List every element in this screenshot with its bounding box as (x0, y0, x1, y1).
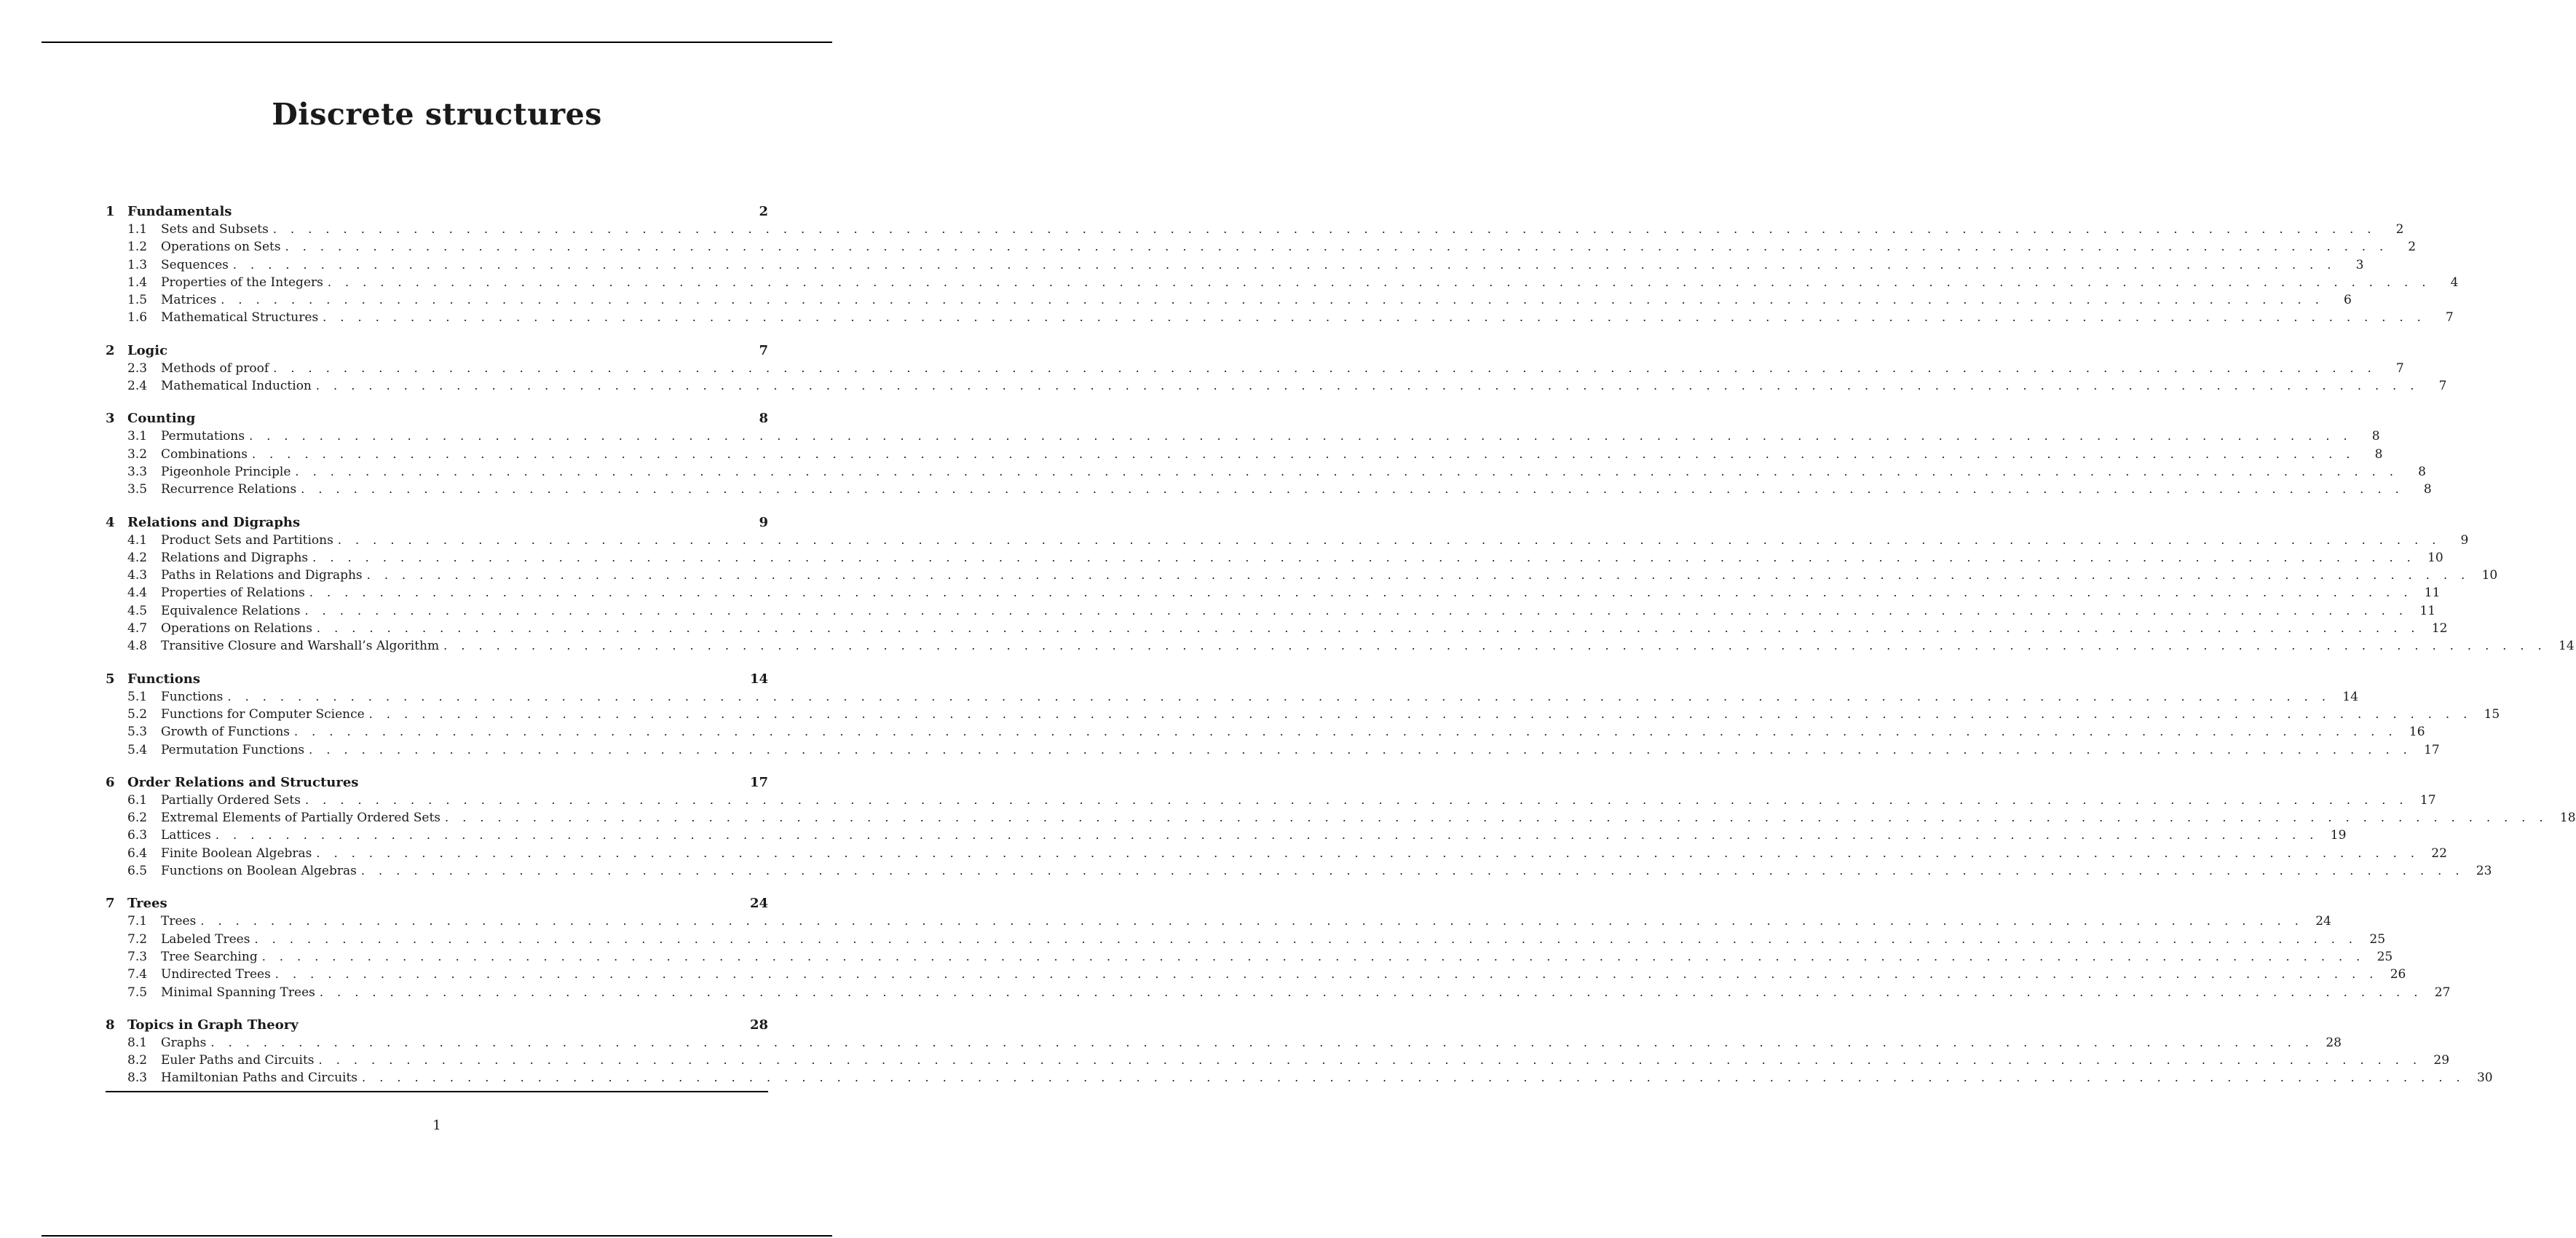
dot-leader: . . . . . . . . . . . . . . . . . . . . . . . . . . . . . . . . . . . . . . . . . . . . . . . . . . . . . . . . . . . . . . . . . . . . . . . . . . . . . . . . . . . . . . . . . . . . . . . . . . . . . . . . . . . . . . . . . . . . . . . . (315, 379, 2419, 393)
section-title: Hamiltonian Paths and Circuits (161, 1071, 358, 1086)
toc-chapter-entry[interactable] (106, 671, 768, 690)
section-title: Tree Searching (161, 949, 258, 964)
toc-section-entry[interactable] (106, 429, 2380, 446)
section-number: 1.4 (127, 275, 148, 290)
toc-chapter (106, 204, 2459, 328)
toc-section-entry[interactable] (106, 1053, 2450, 1071)
section-title: Operations on Relations (161, 621, 312, 636)
section-number: 1.2 (127, 240, 148, 255)
toc-section-entry[interactable] (106, 603, 2436, 621)
toc-section-entry[interactable] (106, 240, 2417, 257)
section-page: 11 (2419, 603, 2436, 618)
section-page: 14 (2342, 689, 2358, 704)
toc-section-entry[interactable] (106, 689, 2358, 707)
section-title: Finite Boolean Algebras (161, 845, 312, 861)
chapter-number: 8 (106, 1017, 115, 1033)
toc-chapter (106, 514, 2575, 657)
section-title: Sequences (161, 257, 229, 272)
toc-section-entry[interactable] (106, 949, 2393, 967)
chapter-page: 28 (749, 1017, 768, 1033)
section-title: Recurrence Relations (161, 482, 297, 497)
toc-chapter-entry[interactable] (106, 343, 768, 361)
chapter-page: 14 (749, 671, 768, 687)
chapter-title: Topics in Graph Theory (127, 1017, 299, 1033)
section-number: 6.1 (127, 792, 148, 808)
section-number: 5.2 (127, 706, 148, 722)
dot-leader: . . . . . . . . . . . . . . . . . . . . . . . . . . . . . . . . . . . . . . . . . . . . . . . . . . . . . . . . . . . . . . . . . . . . . . . . . . . . . . . . . . . . . . . . . . . . . . . . . . . . . . . . . . . . . . . . . . . . . . . . (304, 792, 2409, 807)
section-page: 26 (2390, 967, 2406, 982)
chapter-number: 6 (106, 774, 115, 790)
toc-section-entry[interactable] (106, 482, 2432, 500)
section-title: Labeled Trees (161, 931, 250, 947)
chapter-title: Counting (127, 411, 196, 427)
dot-leader: . . . . . . . . . . . . . . . . . . . . . . . . . . . . . . . . . . . . . . . . . . . . . . . . . . . . . . . . . . . . . . . . . . . . . . . . . . . . . . . . . . . . . . . . . . . . . . . . . . . . . . . . . . . . . . . . . . . . . . . . (285, 240, 2389, 254)
footer-rule (42, 1235, 832, 1237)
dot-leader: . . . . . . . . . . . . . . . . . . . . . . . . . . . . . . . . . . . . . . . . . . . . . . . . . . . . . . . . . . . . . . . . . . . . . . . . . . . . . . . . . . . . . . . . . . . . . . . . . . . . . . . . . . . . . . . . . . . . . . . . (316, 621, 2420, 636)
section-title: Undirected Trees (161, 967, 271, 982)
section-page: 2 (2395, 222, 2404, 237)
chapter-title: Functions (127, 671, 200, 687)
section-page: 30 (2476, 1071, 2493, 1086)
dot-leader: . . . . . . . . . . . . . . . . . . . . . . . . . . . . . . . . . . . . . . . . . . . . . . . . . . . . . . . . . . . . . . . . . . . . . . . . . . . . . . . . . . . . . . . . . . . . . . . . . . . . . . . . . . . . . . . . . . . . . . . . (261, 949, 2366, 963)
section-number: 5.3 (127, 725, 148, 740)
toc-section-entry[interactable] (106, 222, 2404, 240)
section-title: Product Sets and Partitions (161, 532, 333, 548)
section-number: 6.5 (127, 864, 148, 879)
section-title: Permutations (161, 429, 245, 444)
section-page: 16 (2409, 725, 2425, 740)
section-page: 9 (2460, 532, 2469, 548)
section-title: Lattices (161, 828, 211, 843)
chapter-page: 17 (749, 774, 768, 790)
section-number: 3.3 (127, 464, 148, 479)
toc-section-entry[interactable] (106, 1035, 2342, 1053)
section-title: Graphs (161, 1035, 207, 1050)
toc-section-entry[interactable] (106, 967, 2406, 985)
dot-leader: . . . . . . . . . . . . . . . . . . . . . . . . . . . . . . . . . . . . . . . . . . . . . . . . . . . . . . . . . . . . . . . . . . . . . . . . . . . . . . . . . . . . . . . . . . . . . . . . . . . . . . . . . . . . . . . . . . . . . . . . (273, 360, 2377, 375)
toc-section-entry[interactable] (106, 725, 2425, 742)
chapter-page: 2 (759, 204, 768, 219)
chapter-number: 1 (106, 204, 115, 219)
toc-section-entry[interactable] (106, 310, 2454, 328)
toc-chapter-entry[interactable] (106, 775, 768, 793)
toc-chapter (106, 774, 2576, 881)
section-title: Methods of proof (161, 360, 269, 376)
section-number: 4.4 (127, 586, 148, 601)
section-page: 10 (2481, 568, 2498, 583)
section-title: Extremal Elements of Partially Ordered Sets (161, 811, 441, 826)
toc-section-entry[interactable] (106, 293, 2352, 310)
header-rule (42, 42, 832, 43)
section-title: Operations on Sets (161, 240, 281, 255)
section-page: 8 (2374, 446, 2383, 462)
dot-leader: . . . . . . . . . . . . . . . . . . . . . . . . . . . . . . . . . . . . . . . . . . . . . . . . . . . . . . . . . . . . . . . . . . . . . . . . . . . . . . . . . . . . . . . . . . . . . . . . . . . . . . . . . . . . . . . . . . . . . . . . (301, 482, 2404, 497)
toc-chapter-entry[interactable] (106, 411, 768, 429)
chapter-number: 5 (106, 671, 115, 687)
chapter-number: 3 (106, 411, 115, 427)
toc-section-entry[interactable] (106, 914, 2331, 931)
section-number: 8.1 (127, 1035, 148, 1050)
section-page: 28 (2326, 1035, 2342, 1050)
section-title: Properties of Relations (161, 586, 305, 601)
section-number: 3.1 (127, 429, 148, 444)
section-title: Matrices (161, 293, 217, 308)
section-page: 3 (2355, 257, 2364, 272)
toc-chapter-entry[interactable] (106, 515, 768, 533)
section-page: 29 (2433, 1053, 2450, 1068)
section-page: 4 (2450, 275, 2459, 290)
toc-section-entry[interactable] (106, 985, 2451, 1003)
toc-chapter (106, 411, 2432, 500)
section-title: Mathematical Structures (161, 310, 319, 326)
toc-section-entry[interactable] (106, 532, 2469, 551)
toc-chapter-entry[interactable] (106, 204, 768, 222)
section-page: 10 (2427, 550, 2443, 565)
section-title: Functions for Computer Science (161, 706, 365, 722)
section-title: Trees (161, 914, 197, 929)
section-title: Combinations (161, 446, 248, 462)
chapter-page: 7 (759, 342, 768, 358)
section-number: 1.5 (127, 293, 148, 308)
section-page: 18 (2559, 811, 2576, 826)
chapter-number: 2 (106, 342, 115, 358)
section-number: 4.3 (127, 568, 148, 583)
dot-leader: . . . . . . . . . . . . . . . . . . . . . . . . . . . . . . . . . . . . . . . . . . . . . . . . . . . . . . . . . . . . . . . . . . . . . . . . . . . . . . . . . . . . . . . . . . . . . . . . . . . . . . . . . . . . . . . . . . . . . . . . (318, 1053, 2422, 1068)
dot-leader: . . . . . . . . . . . . . . . . . . . . . . . . . . . . . . . . . . . . . . . . . . . . . . . . . . . . . . . . . . . . . . . . . . . . . . . . . . . . . . . . . . . . . . . . . . . . . . . . . . . . . . . . . . . . . . . . . . . . . . . . (295, 464, 2398, 478)
toc-chapter (106, 896, 2451, 1002)
section-page: 19 (2330, 828, 2347, 843)
toc-section-entry[interactable] (106, 1071, 2493, 1088)
table-of-contents (106, 204, 2576, 1092)
section-number: 4.5 (127, 603, 148, 618)
page-number: 1 (432, 1118, 441, 1133)
section-page: 14 (2559, 639, 2575, 654)
dot-leader: . . . . . . . . . . . . . . . . . . . . . . . . . . . . . . . . . . . . . . . . . . . . . . . . . . . . . . . . . . . . . . . . . . . . . . . . . . . . . . . . . . . . . . . . . . . . . . . . . . . . . . . . . . . . . . . . . . . . . . . . (316, 845, 2419, 860)
section-title: Mathematical Induction (161, 379, 312, 394)
section-number: 4.1 (127, 532, 148, 548)
dot-leader: . . . . . . . . . . . . . . . . . . . . . . . . . . . . . . . . . . . . . . . . . . . . . . . . . . . . . . . . . . . . . . . . . . . . . . . . . . . . . . . . . . . . . . . . . . . . . . . . . . . . . . . . . . . . . . . . . . . . . . . . (274, 967, 2379, 982)
section-title: Paths in Relations and Digraphs (161, 568, 363, 583)
section-number: 6.2 (127, 811, 148, 826)
chapter-title: Trees (127, 896, 167, 912)
dot-leader: . . . . . . . . . . . . . . . . . . . . . . . . . . . . . . . . . . . . . . . . . . . . . . . . . . . . . . . . . . . . . . . . . . . . . . . . . . . . . . . . . . . . . . . . . . . . . . . . . . . . . . . . . . . . . . . . . . . . . . . . (221, 293, 2324, 307)
dot-leader: . . . . . . . . . . . . . . . . . . . . . . . . . . . . . . . . . . . . . . . . . . . . . . . . . . . . . . . . . . . . . . . . . . . . . . . . . . . . . . . . . . . . . . . . . . . . . . . . . . . . . . . . . . . . . . . . . . . . . . . . (254, 931, 2358, 946)
section-title: Equivalence Relations (161, 603, 301, 618)
dot-leader: . . . . . . . . . . . . . . . . . . . . . . . . . . . . . . . . . . . . . . . . . . . . . . . . . . . . . . . . . . . . . . . . . . . . . . . . . . . . . . . . . . . . . . . . . . . . . . . . . . . . . . . . . . . . . . . . . . . . . . . . (210, 1035, 2314, 1049)
dot-leader: . . . . . . . . . . . . . . . . . . . . . . . . . . . . . . . . . . . . . . . . . . . . . . . . . . . . . . . . . . . . . . . . . . . . . . . . . . . . . . . . . . . . . . . . . . . . . . . . . . . . . . . . . . . . . . . . . . . . . . . . (312, 550, 2416, 564)
dot-leader: . . . . . . . . . . . . . . . . . . . . . . . . . . . . . . . . . . . . . . . . . . . . . . . . . . . . . . . . . . . . . . . . . . . . . . . . . . . . . . . . . . . . . . . . . . . . . . . . . . . . . . . . . . . . . . . . . . . . . . . . (227, 689, 2331, 703)
toc-section-entry[interactable] (106, 792, 2436, 811)
toc-section-entry[interactable] (106, 811, 2576, 828)
section-number: 4.2 (127, 550, 148, 565)
section-number: 7.5 (127, 985, 148, 1000)
section-page: 15 (2484, 706, 2500, 722)
section-number: 5.1 (127, 689, 148, 704)
section-number: 7.4 (127, 967, 148, 982)
section-page: 22 (2431, 845, 2447, 861)
section-title: Partially Ordered Sets (161, 792, 301, 808)
section-page: 8 (2423, 482, 2432, 497)
section-title: Growth of Functions (161, 725, 290, 740)
chapter-page: 8 (759, 411, 768, 427)
toc-section-entry[interactable] (106, 828, 2347, 845)
section-page: 8 (2371, 429, 2380, 444)
toc-chapter-entry[interactable] (106, 896, 768, 914)
section-number: 7.2 (127, 931, 148, 947)
dot-leader: . . . . . . . . . . . . . . . . . . . . . . . . . . . . . . . . . . . . . . . . . . . . . . . . . . . . . . . . . . . . . . . . . . . . . . . . . . . . . . . . . . . . . . . . . . . . . . . . . . . . . . . . . . . . . . . . . . . . . . . . (251, 446, 2355, 461)
document-title: Discrete structures (272, 97, 602, 132)
section-title: Sets and Subsets (161, 222, 269, 237)
section-number: 6.3 (127, 828, 148, 843)
toc-section-entry[interactable] (106, 464, 2426, 482)
section-page: 7 (2438, 379, 2447, 394)
toc-section-entry[interactable] (106, 360, 2404, 379)
section-number: 8.2 (127, 1053, 148, 1068)
section-page: 27 (2434, 985, 2451, 1000)
toc-section-entry[interactable] (106, 586, 2441, 603)
section-title: Minimal Spanning Trees (161, 985, 315, 1000)
dot-leader: . . . . . . . . . . . . . . . . . . . . . . . . . . . . . . . . . . . . . . . . . . . . . . . . . . . . . . . . . . . . . . . . . . . . . . . . . . . . . . . . . . . . . . . . . . . . . . . . . . . . . . . . . . . . . . . . . . . . . . . . (337, 532, 2441, 547)
toc-chapter (106, 671, 2500, 760)
chapter-page: 24 (749, 896, 768, 912)
dot-leader: . . . . . . . . . . . . . . . . . . . . . . . . . . . . . . . . . . . . . . . . . . . . . . . . . . . . . . . . . . . . . . . . . . . . . . . . . . . . . . . . . . . . . . . . . . . . . . . . . . . . . . . . . . . . . . . . . . . . . . . . (323, 310, 2426, 325)
toc-section-entry[interactable] (106, 931, 2386, 950)
section-page: 24 (2315, 914, 2331, 929)
toc-section-entry[interactable] (106, 568, 2498, 586)
chapter-title: Fundamentals (127, 204, 232, 219)
dot-leader: . . . . . . . . . . . . . . . . . . . . . . . . . . . . . . . . . . . . . . . . . . . . . . . . . . . . . . . . . . . . . . . . . . . . . . . . . . . . . . . . . . . . . . . . . . . . . . . . . . . . . . . . . . . . . . . . . . . . . . . . (360, 864, 2465, 878)
section-page: 17 (2419, 792, 2436, 808)
section-title: Relations and Digraphs (161, 550, 309, 565)
section-title: Properties of the Integers (161, 275, 323, 290)
chapter-page: 9 (759, 514, 768, 530)
chapter-number: 7 (106, 896, 115, 912)
toc-section-entry[interactable] (106, 550, 2443, 568)
chapter-title: Logic (127, 342, 168, 358)
toc-section-entry[interactable] (106, 621, 2448, 639)
toc-section-entry[interactable] (106, 845, 2447, 864)
section-page: 7 (2395, 360, 2404, 376)
toc-end-rule (106, 1091, 768, 1092)
section-title: Permutation Functions (161, 742, 305, 757)
dot-leader: . . . . . . . . . . . . . . . . . . . . . . . . . . . . . . . . . . . . . . . . . . . . . . . . . . . . . . . . . . . . . . . . . . . . . . . . . . . . . . . . . . . . . . . . . . . . . . . . . . . . . . . . . . . . . . . . . . . . . . . . (272, 222, 2377, 236)
dot-leader: . . . . . . . . . . . . . . . . . . . . . . . . . . . . . . . . . . . . . . . . . . . . . . . . . . . . . . . . . . . . . . . . . . . . . . . . . . . . . . . . . . . . . . . . . . . . . . . . . . . . . . . . . . . . . . . . . . . . . . . . (304, 603, 2409, 618)
toc-section-entry[interactable] (106, 275, 2459, 293)
section-page: 8 (2418, 464, 2426, 479)
dot-leader: . . . . . . . . . . . . . . . . . . . . . . . . . . . . . . . . . . . . . . . . . . . . . . . . . . . . . . . . . . . . . . . . . . . . . . . . . . . . . . . . . . . . . . . . . . . . . . . . . . . . . . . . . . . . . . . . . . . . . . . . (249, 429, 2352, 443)
section-number: 4.8 (127, 639, 148, 654)
toc-section-entry[interactable] (106, 446, 2383, 465)
dot-leader: . . . . . . . . . . . . . . . . . . . . . . . . . . . . . . . . . . . . . . . . . . . . . . . . . . . . . . . . . . . . . . . . . . . . . . . . . . . . . . . . . . . . . . . . . . . . . . . . . . . . . . . . . . . . . . . . . . . . . . . . (366, 568, 2470, 583)
section-page: 6 (2343, 293, 2352, 308)
section-number: 1.3 (127, 257, 148, 272)
section-number: 1.6 (127, 310, 148, 326)
section-number: 4.7 (127, 621, 148, 636)
toc-section-entry[interactable] (106, 706, 2500, 725)
dot-leader: . . . . . . . . . . . . . . . . . . . . . . . . . . . . . . . . . . . . . . . . . . . . . . . . . . . . . . . . . . . . . . . . . . . . . . . . . . . . . . . . . . . . . . . . . . . . . . . . . . . . . . . . . . . . . . . . . . . . . . . . (362, 1071, 2465, 1085)
section-number: 8.3 (127, 1071, 148, 1086)
section-number: 6.4 (127, 845, 148, 861)
toc-chapter (106, 342, 2447, 397)
section-number: 1.1 (127, 222, 148, 237)
section-number: 3.2 (127, 446, 148, 462)
dot-leader: . . . . . . . . . . . . . . . . . . . . . . . . . . . . . . . . . . . . . . . . . . . . . . . . . . . . . . . . . . . . . . . . . . . . . . . . . . . . . . . . . . . . . . . . . . . . . . . . . . . . . . . . . . . . . . . . . . . . . . . . (232, 257, 2336, 272)
dot-leader: . . . . . . . . . . . . . . . . . . . . . . . . . . . . . . . . . . . . . . . . . . . . . . . . . . . . . . . . . . . . . . . . . . . . . . . . . . . . . . . . . . . . . . . . . . . . . . . . . . . . . . . . . . . . . . . . . . . . . . . . (309, 742, 2412, 757)
section-page: 25 (2369, 931, 2386, 947)
dot-leader: . . . . . . . . . . . . . . . . . . . . . . . . . . . . . . . . . . . . . . . . . . . . . . . . . . . . . . . . . . . . . . . . . . . . . . . . . . . . . . . . . . . . . . . . . . . . . . . . . . . . . . . . . . . . . . . . . . . . . . . . (215, 828, 2319, 843)
toc-section-entry[interactable] (106, 864, 2492, 881)
toc-chapter (106, 1017, 2493, 1089)
section-number: 5.4 (127, 742, 148, 757)
section-number: 2.4 (127, 379, 148, 394)
section-page: 2 (2408, 240, 2417, 255)
section-title: Euler Paths and Circuits (161, 1053, 315, 1068)
section-page: 11 (2424, 586, 2441, 601)
section-page: 7 (2445, 310, 2454, 326)
dot-leader: . . . . . . . . . . . . . . . . . . . . . . . . . . . . . . . . . . . . . . . . . . . . . . . . . . . . . . . . . . . . . . . . . . . . . . . . . . . . . . . . . . . . . . . . . . . . . . . . . . . . . . . . . . . . . . . . . . . . . . . . (319, 985, 2423, 999)
section-page: 25 (2377, 949, 2393, 964)
chapter-title: Relations and Digraphs (127, 514, 301, 530)
section-number: 3.5 (127, 482, 148, 497)
dot-leader: . . . . . . . . . . . . . . . . . . . . . . . . . . . . . . . . . . . . . . . . . . . . . . . . . . . . . . . . . . . . . . . . . . . . . . . . . . . . . . . . . . . . . . . . . . . . . . . . . . . . . . . . . . . . . . . . . . . . . . . . (443, 639, 2547, 653)
dot-leader: . . . . . . . . . . . . . . . . . . . . . . . . . . . . . . . . . . . . . . . . . . . . . . . . . . . . . . . . . . . . . . . . . . . . . . . . . . . . . . . . . . . . . . . . . . . . . . . . . . . . . . . . . . . . . . . . . . . . . . . . (309, 586, 2413, 600)
section-title: Functions (161, 689, 224, 704)
section-title: Transitive Closure and Warshall’s Algorithm (161, 639, 440, 654)
section-title: Functions on Boolean Algebras (161, 864, 357, 879)
section-page: 17 (2424, 742, 2440, 757)
section-title: Pigeonhole Principle (161, 464, 291, 479)
dot-leader: . . . . . . . . . . . . . . . . . . . . . . . . . . . . . . . . . . . . . . . . . . . . . . . . . . . . . . . . . . . . . . . . . . . . . . . . . . . . . . . . . . . . . . . . . . . . . . . . . . . . . . . . . . . . . . . . . . . . . . . . (368, 706, 2473, 721)
section-number: 7.1 (127, 914, 148, 929)
section-number: 2.3 (127, 360, 148, 376)
toc-chapter-entry[interactable] (106, 1017, 768, 1036)
section-page: 23 (2476, 864, 2492, 879)
chapter-title: Order Relations and Structures (127, 774, 359, 790)
section-page: 12 (2431, 621, 2448, 636)
chapter-number: 4 (106, 514, 115, 530)
toc-section-entry[interactable] (106, 379, 2447, 396)
dot-leader: . . . . . . . . . . . . . . . . . . . . . . . . . . . . . . . . . . . . . . . . . . . . . . . . . . . . . . . . . . . . . . . . . . . . . . . . . . . . . . . . . . . . . . . . . . . . . . . . . . . . . . . . . . . . . . . . . . . . . . . . (445, 811, 2548, 825)
dot-leader: . . . . . . . . . . . . . . . . . . . . . . . . . . . . . . . . . . . . . . . . . . . . . . . . . . . . . . . . . . . . . . . . . . . . . . . . . . . . . . . . . . . . . . . . . . . . . . . . . . . . . . . . . . . . . . . . . . . . . . . . (294, 725, 2398, 739)
dot-leader: . . . . . . . . . . . . . . . . . . . . . . . . . . . . . . . . . . . . . . . . . . . . . . . . . . . . . . . . . . . . . . . . . . . . . . . . . . . . . . . . . . . . . . . . . . . . . . . . . . . . . . . . . . . . . . . . . . . . . . . . (200, 914, 2304, 928)
toc-section-entry[interactable] (106, 639, 2575, 656)
toc-section-entry[interactable] (106, 257, 2364, 275)
toc-section-entry[interactable] (106, 742, 2440, 760)
dot-leader: . . . . . . . . . . . . . . . . . . . . . . . . . . . . . . . . . . . . . . . . . . . . . . . . . . . . . . . . . . . . . . . . . . . . . . . . . . . . . . . . . . . . . . . . . . . . . . . . . . . . . . . . . . . . . . . . . . . . . . . . (327, 275, 2431, 289)
section-number: 7.3 (127, 949, 148, 964)
